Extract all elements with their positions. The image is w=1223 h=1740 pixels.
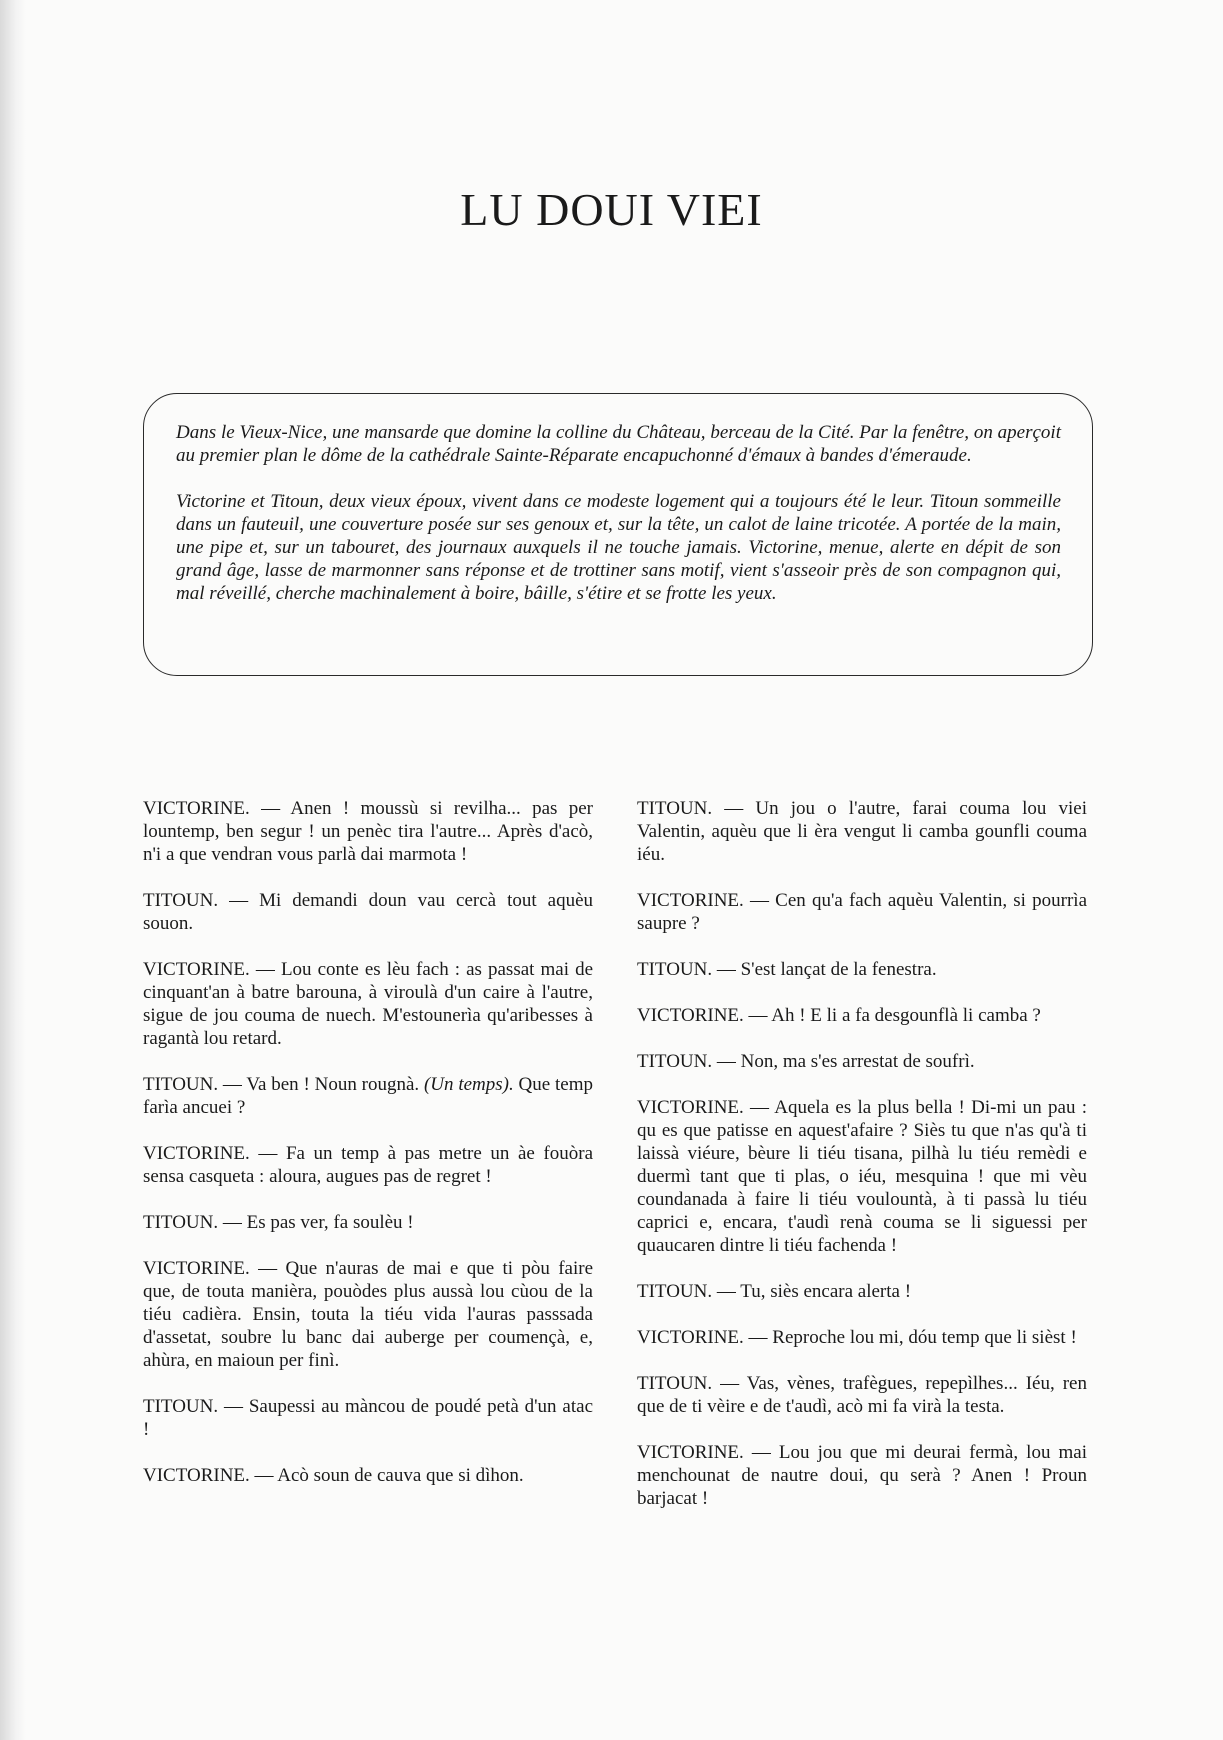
dialogue-line: TITOUN. — Vas, vènes, trafègues, repepìlhes... Iéu, ren que de ti vèire e de t'audì, acò mi fa virà la testa.	[637, 1373, 1087, 1417]
line-text: Fa un temp à pas metre un àe fouòra sensa casqueta : aloura, augues pas de regret !	[143, 1143, 593, 1187]
dialogue-line: TITOUN. — Es pas ver, fa soulèu !	[143, 1212, 414, 1233]
speaker-name: VICTORINE.	[143, 1465, 250, 1486]
speaker-name: TITOUN.	[637, 1373, 713, 1394]
speaker-name: TITOUN.	[143, 890, 219, 911]
dialogue-line: VICTORINE. — Lou jou que mi deurai fermà, lou mai menchounat de nautre doui, qu serà ? Anen ! Proun barjacat !	[637, 1442, 1088, 1509]
speaker-name: TITOUN.	[637, 798, 713, 819]
speaker-name: VICTORINE.	[143, 1258, 250, 1279]
speaker-name: VICTORINE.	[637, 890, 744, 911]
stage-aside: (Un temps).	[423, 1074, 514, 1095]
speaker-name: VICTORINE.	[637, 1327, 744, 1348]
line-text: Un jou o l'autre, farai couma lou viei Valentin, aquèu que li èra vengut li camba gounfli couma iéu.	[637, 798, 1088, 865]
speaker-name: TITOUN.	[143, 1396, 219, 1417]
dialogue-line: VICTORINE. — Anen ! moussù si revilha... pas per lountemp, ben segur ! un penèc tira l'autre... Après d'acò, n'i a que vendran vous parlà dai marmota !	[143, 798, 593, 865]
speaker-name: VICTORINE.	[143, 959, 250, 980]
line-text-continued: Que temp farìa ancuei ?	[143, 1074, 593, 1118]
dialogue-line: VICTORINE. — Fa un temp à pas metre un àe fouòra sensa casqueta : aloura, augues pas de regret !	[143, 1143, 593, 1187]
dialogue-line: TITOUN. — S'est lançat de la fenestra.	[637, 959, 937, 980]
dialogue-line: TITOUN. — Tu, siès encara alerta !	[637, 1281, 912, 1302]
speaker-name: VICTORINE.	[143, 798, 250, 819]
line-text: Ah ! E li a fa desgounflà li camba ?	[771, 1005, 1041, 1026]
line-text: Non, ma s'es arrestat de soufrì.	[740, 1051, 975, 1072]
line-text: Tu, siès encara alerta !	[740, 1281, 912, 1302]
dialogue-line: TITOUN. — Va ben ! Noun rougnà. (Un temps). Que temp farìa ancuei ?	[143, 1074, 593, 1118]
speaker-name: TITOUN.	[143, 1074, 219, 1095]
line-text: Cen qu'a fach aquèu Valentin, si pourrìa saupre ?	[637, 890, 1087, 934]
play-title: LU DOUI VIEI	[460, 184, 763, 235]
stage-direction-characters: Victorine et Titoun, deux vieux époux, vivent dans ce modeste logement qui a toujours été le leur. Titoun sommeille dans un fauteuil, une couverture posée sur ses genoux et, sur la tête, un calot de laine tricotée. A portée de la main, une pipe et, sur un tabouret, des journaux auxquels il ne touche jamais. Victorine, menue, alerte en dépit de son grand âge, lasse de marmonner sans réponse et de trottiner sans motif, vient s'asseoir près de son compagnon qui, mal réveillé, cherche machinalement à boire, bâille, s'étire et se frotte les yeux.	[176, 491, 1061, 604]
dialogue-line: TITOUN. — Mi demandi doun vau cercà tout aquèu souon.	[143, 890, 593, 934]
line-text: Anen ! moussù si revilha... pas per lountemp, ben segur ! un penèc tira l'autre... Après d'acò, n'i a que vendran vous parlà dai marmota !	[143, 798, 593, 865]
speaker-name: VICTORINE.	[637, 1097, 744, 1118]
dialogue-line: VICTORINE. — Que n'auras de mai e que ti pòu faire que, de touta manièra, pouòdes plus aussà lou cùou de la tiéu cadièra. Ensin, touta la tiéu vida l'auras passsada d'assetat, soubre lu banc dai auberge per coumençà, e, ahùra, en maioun per finì.	[143, 1258, 594, 1371]
dialogue-line: TITOUN. — Non, ma s'es arrestat de soufrì.	[637, 1051, 975, 1072]
speaker-name: VICTORINE.	[637, 1005, 744, 1026]
speaker-name: TITOUN.	[143, 1212, 219, 1233]
speaker-name: TITOUN.	[637, 1051, 713, 1072]
line-text: Lou jou que mi deurai fermà, lou mai menchounat de nautre doui, qu serà ? Anen ! Proun barjacat !	[637, 1442, 1088, 1509]
line-text: Lou conte es lèu fach : as passat mai de cinquant'an à batre barouna, à viroulà d'un caire à l'autre, sigue de jou couma de nuech. M'estounerìa qu'aribesses à ragantà lou retard.	[143, 959, 593, 1049]
line-text: Acò soun de cauva que si dìhon.	[277, 1465, 524, 1486]
dialogue-line: TITOUN. — Un jou o l'autre, farai couma lou viei Valentin, aquèu que li èra vengut li camba gounfli couma iéu.	[637, 798, 1088, 865]
line-text: Saupessi au màncou de poudé petà d'un atac !	[143, 1396, 593, 1440]
dialogue-line: VICTORINE. — Acò soun de cauva que si dìhon.	[143, 1465, 524, 1486]
speaker-name: VICTORINE.	[143, 1143, 250, 1164]
speaker-name: TITOUN.	[637, 959, 713, 980]
dialogue-column-right	[637, 797, 1087, 1533]
dialogue-column-left	[143, 797, 593, 1510]
scan-shadow-edge	[0, 0, 26, 1740]
line-text: Que n'auras de mai e que ti pòu faire que, de touta manièra, pouòdes plus aussà lou cùou de la tiéu cadièra. Ensin, touta la tiéu vida l'auras passsada d'assetat, soubre lu banc dai auberge per coumençà, e, ahùra, en maioun per finì.	[143, 1258, 594, 1371]
dialogue-line: VICTORINE. — Reproche lou mi, dóu temp que li sièst !	[637, 1327, 1077, 1348]
dialogue-line: VICTORINE. — Ah ! E li a fa desgounflà li camba ?	[637, 1005, 1041, 1026]
line-text: Va ben ! Noun rougnà.	[246, 1074, 420, 1095]
line-text: Mi demandi doun vau cercà tout aquèu souon.	[143, 890, 593, 934]
dialogue-line: VICTORINE. — Cen qu'a fach aquèu Valentin, si pourrìa saupre ?	[637, 890, 1087, 934]
line-text: Es pas ver, fa soulèu !	[246, 1212, 414, 1233]
stage-direction-setting: Dans le Vieux-Nice, une mansarde que domine la colline du Château, berceau de la Cité. Par la fenêtre, on aperçoit au premier plan le dôme de la cathédrale Sainte-Réparate encapuchonné d'émaux à bandes d'émeraude.	[176, 422, 1061, 466]
dialogue-line: VICTORINE. — Lou conte es lèu fach : as passat mai de cinquant'an à batre barouna, à viroulà d'un caire à l'autre, sigue de jou couma de nuech. M'estounerìa qu'aribesses à ragantà lou retard.	[143, 959, 593, 1049]
line-text: Reproche lou mi, dóu temp que li sièst !	[772, 1327, 1077, 1348]
stage-directions	[176, 421, 1061, 605]
speaker-name: VICTORINE.	[637, 1442, 744, 1463]
line-text: S'est lançat de la fenestra.	[740, 959, 937, 980]
speaker-name: TITOUN.	[637, 1281, 713, 1302]
dialogue-line: TITOUN. — Saupessi au màncou de poudé petà d'un atac !	[143, 1396, 593, 1440]
line-text: Aquela es la plus bella ! Di-mi un pau : qu es que patisse en aquest'afaire ? Siès tu que n'as qu'à ti laissà viéure, bèure li tiéu tisana, pilhà lu tiéu remèdi e duermì tant que ti plas, o iéu, mesquina ! que mi vèu coundanada à faire li tiéu voulountà, à ti passà lu tiéu caprici e, encara, t'audì renà couma se li siguessi per quaucaren dintre li tiéu fachenda !	[637, 1097, 1087, 1256]
line-text: Vas, vènes, trafègues, repepìlhes... Iéu, ren que de ti vèire e de t'audì, acò mi fa virà la testa.	[637, 1373, 1087, 1417]
dialogue-line: VICTORINE. — Aquela es la plus bella ! Di-mi un pau : qu es que patisse en aquest'afaire ? Siès tu que n'as qu'à ti laissà viéure, bèure li tiéu tisana, pilhà lu tiéu remèdi e duermì tant que ti plas, o iéu, mesquina ! que mi vèu coundanada à faire li tiéu voulountà, à ti passà lu tiéu caprici e, encara, t'audì renà couma se li siguessi per quaucaren dintre li tiéu fachenda !	[637, 1097, 1087, 1256]
